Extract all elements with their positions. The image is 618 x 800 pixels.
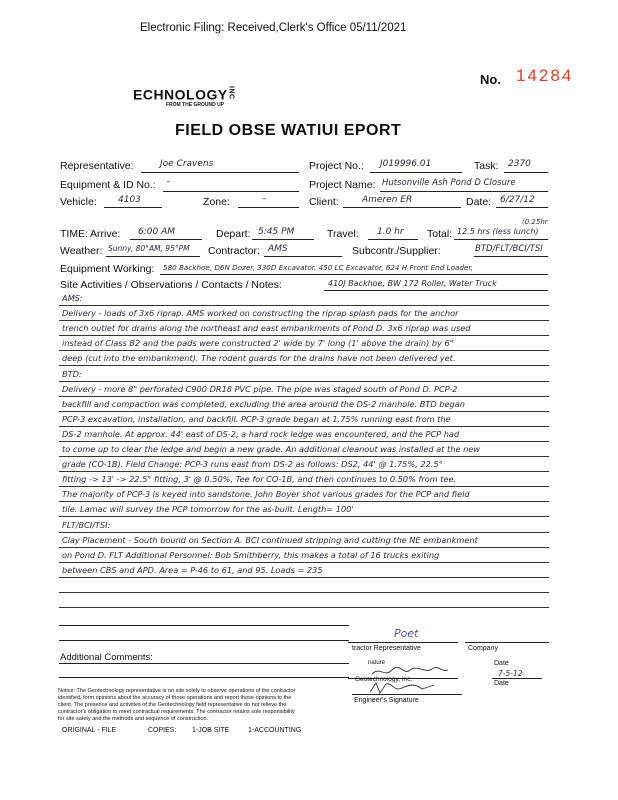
- logo-side: INC: [227, 86, 235, 100]
- depart-value: 5:45 PM: [258, 227, 295, 237]
- equipment-working-label: Equipment Working:: [60, 263, 155, 275]
- date-label-2: Date: [494, 680, 509, 687]
- note-line: deep (cut into the embankment). The rodent guards for the drains have not been delivered yet.: [62, 353, 456, 364]
- total-label: Total:: [427, 228, 453, 240]
- disclaimer-line: Notice: The Geotechnology representative is on site solely to observe operations of the contractor: [58, 688, 296, 694]
- company-logo: [133, 86, 235, 103]
- footer-copies: COPIES:: [148, 727, 177, 734]
- project-no-value: J019996.01: [380, 159, 432, 169]
- disclaimer-line: identified, form opinions about the accuracy of those operations and report those opinions to the: [58, 695, 292, 701]
- equipment-working-value: 580 Backhoe, D6N Dozer, 330D Excavator, 450 LC Excavator, 624 H Front End Loader,: [163, 263, 473, 272]
- client-label: Client:: [309, 196, 339, 208]
- note-line: PCP-3 excavation, installation, and backfill. PCP-3 grade began at 1.75% running east from the: [62, 413, 451, 424]
- subcontr-value: BTD/FLT/BCI/TSI: [475, 244, 543, 254]
- note-line: The majority of PCP-3 is keyed into sandstone. John Boyer shot various grades for the PCP and field: [62, 489, 470, 500]
- signature-nature-label: nature: [368, 660, 386, 666]
- engineer-signature-label: Engineer's Signature: [354, 697, 419, 704]
- additional-comments-label: Additional Comments:: [60, 652, 153, 663]
- depart-label: Depart:: [216, 228, 251, 240]
- note-line: backfill and compaction was completed, excluding the area around the DS-2 manhole. BTD began: [62, 398, 465, 409]
- site-activities-first-line: 410J Backhoe, BW 172 Roller, Water Truck: [328, 279, 497, 288]
- note-line: tile. Lamac will survey the PCP tomorrow for the as-built. Length= 100': [62, 504, 354, 515]
- report-no-label: No.: [480, 72, 501, 87]
- arrive-value: 6:00 AM: [138, 227, 175, 237]
- contractor-rep-label: tractor Representative: [352, 645, 421, 652]
- footer-accounting: 1-ACCOUNTING: [248, 727, 302, 734]
- note-line: on Pond D. FLT Additional Personnel: Bob Smithberry, this makes a total of 16 trucks exiting: [62, 549, 440, 560]
- footer-original: ORIGINAL - FILE: [62, 727, 117, 734]
- project-no-label: Project No.:: [309, 160, 364, 172]
- equipment-value: –: [166, 177, 171, 187]
- disclaimer-line: client. The presence and activities of the Geotechnology field representative do not relieve the: [58, 702, 287, 708]
- task-label: Task:: [474, 160, 499, 172]
- note-line: DS-2 manhole. At approx. 44' east of DS-2, a hard rock ledge was encountered, and the PCP had: [62, 428, 460, 439]
- project-name-label: Project Name:: [309, 179, 376, 191]
- note-line: Delivery - more 8" perforated C900 DR18 PVC pipe. The pipe was staged south of Pond D. PCP-2: [62, 383, 458, 394]
- date-value: 6/27/12: [500, 195, 535, 205]
- total-note: (0.25hr: [522, 218, 548, 226]
- contractor-value: AMS: [268, 244, 288, 254]
- note-line: AMS:: [62, 293, 83, 303]
- note-line: grade (CO-1B). Field Change: PCP-3 runs east from DS-2 as follows: DS2, 44' @ 1.75%, 22.5°: [62, 459, 443, 470]
- disclaimer: [58, 688, 295, 723]
- travel-value: 1.0 hr: [377, 227, 404, 237]
- note-line: instead of Class B2 and the pads were constructed 2' wide by 7' long (1' above the drain) by 6": [62, 338, 454, 349]
- zone-value: –: [262, 194, 267, 204]
- report-number: 14284: [516, 66, 574, 85]
- project-name-value: Hutsonville Ash Pond D Closure: [382, 178, 516, 188]
- time-label: TIME:: [60, 228, 88, 240]
- equipment-label: Equipment & ID No.:: [60, 179, 156, 191]
- note-line: fitting -> 13' -> 22.5° fitting, 3' @ 0.50%, Tee for CO-1B, and then continues to 0.50% from tee.: [62, 474, 457, 485]
- subcontr-label: Subcontr./Supplier:: [352, 245, 441, 257]
- note-line: Clay Placement - South bound on Section A. BCI continued stripping and cutting the NE embankment: [62, 534, 478, 545]
- footer-job-site: 1-JOB SITE: [192, 727, 230, 734]
- disclaimer-line: contractor's obligation to meet contractual requirements. The contractor retains sole responsibility: [58, 709, 295, 715]
- poet-scribble: Poet: [394, 627, 419, 640]
- client-value: Ameren ER: [362, 195, 413, 205]
- note-line: trench outlet for drains along the northeast and east embankments of Pond D. 3x6 riprap was used: [62, 323, 471, 334]
- contractor-label: Contractor:: [208, 245, 260, 257]
- logo-name: ECHNOLOGY: [133, 86, 228, 103]
- total-value: 12.5 hrs (less lunch): [457, 227, 539, 236]
- date-label-1: Date: [494, 660, 509, 667]
- geotech-label: Geotechnology, Inc.: [355, 676, 413, 683]
- weather-value: Sunny, 80°AM, 95°PM: [108, 244, 190, 253]
- disclaimer-line: for site safety and the methods and sequence of construction.: [58, 716, 209, 722]
- travel-label: Travel:: [327, 228, 359, 240]
- representative-label: Representative:: [60, 160, 134, 172]
- company-label: Company: [468, 645, 498, 652]
- efiling-stamp: Electronic Filing: Received,Clerk's Office 05/11/2021: [140, 22, 407, 34]
- note-line: between CBS and APD. Area = P-46 to 61, and 95. Loads = 235: [62, 564, 323, 575]
- vehicle-label: Vehicle:: [60, 196, 97, 208]
- site-activities-label: Site Activities / Observations / Contacts / Notes:: [60, 279, 282, 291]
- page-title: FIELD OBSE WATIUI EPORT: [175, 122, 402, 139]
- note-line: FLT/BCI/TSI:: [62, 519, 111, 530]
- vehicle-value: 4103: [118, 195, 141, 205]
- date-label: Date:: [466, 196, 492, 208]
- weather-label: Weather:: [60, 245, 103, 257]
- arrive-label: Arrive:: [90, 228, 121, 240]
- representative-value: Joe Cravens: [160, 159, 214, 169]
- zone-label: Zone:: [203, 196, 230, 208]
- signature-date: 7-5-12: [498, 669, 523, 678]
- logo-tagline: FROM THE GROUND UP: [166, 102, 225, 108]
- note-line: Delivery - loads of 3x6 riprap. AMS worked on constructing the riprap splash pads for the anchor: [62, 308, 459, 319]
- task-value: 2370: [508, 159, 531, 169]
- note-line: to come up to clear the ledge and begin a new grade. An additional cleanout was installed at the new: [62, 444, 481, 454]
- note-line: BTD:: [62, 368, 82, 379]
